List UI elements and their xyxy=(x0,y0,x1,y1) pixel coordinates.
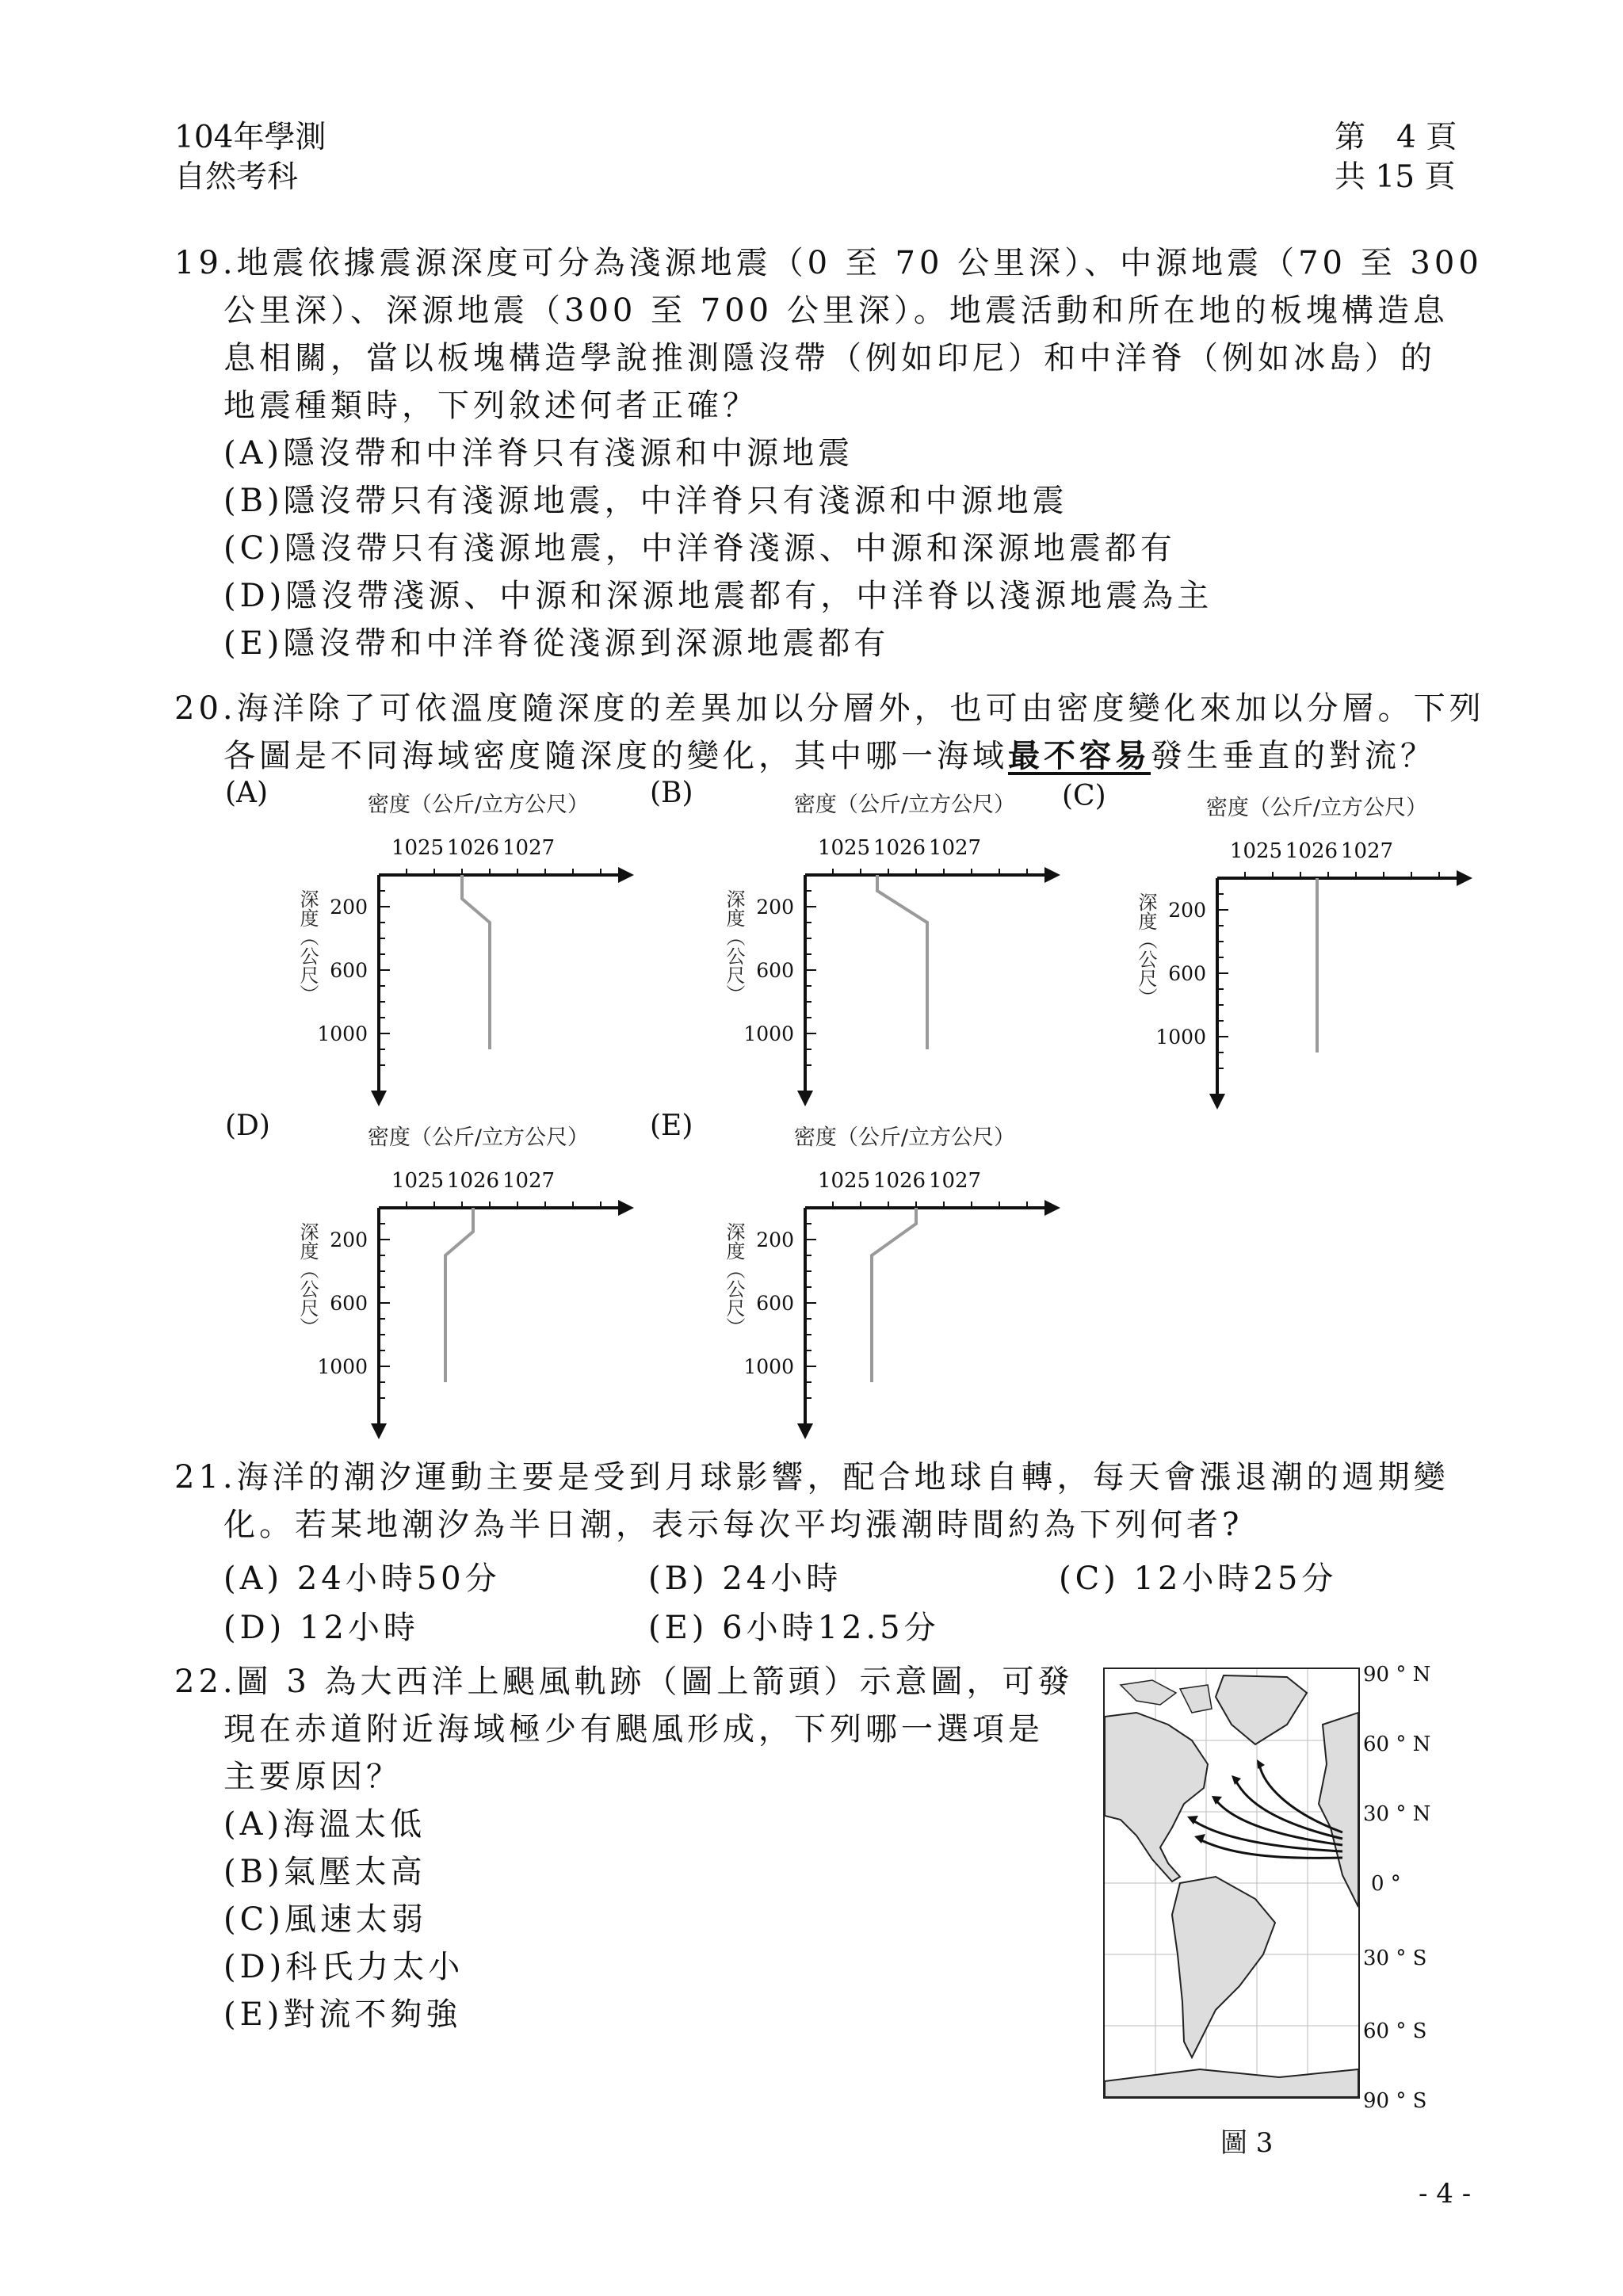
x-tick-label: 1027 xyxy=(502,1169,556,1193)
y-tick-label: 600 xyxy=(330,959,368,982)
x-tick-label: 1025 xyxy=(391,1169,445,1193)
total-pages: 共 15 頁 xyxy=(1335,159,1456,195)
hurricane-track-map xyxy=(1103,1668,1360,2099)
q19-line-1: 19.地震依據震源深度可分為淺源地震（0 至 70 公里深）、中源地震（70 至 300 xyxy=(174,245,1483,281)
q20-emphasis: 最不容易 xyxy=(1008,737,1151,774)
q22-option-b[interactable]: (B)氣壓太高 xyxy=(223,1854,426,1890)
y-tick-label: 200 xyxy=(756,896,794,919)
y-tick-label: 600 xyxy=(1168,962,1206,985)
y-tick-label: 1000 xyxy=(743,1355,794,1378)
y-tick-label: 600 xyxy=(756,1292,794,1315)
q19-option-b[interactable]: (B)隱沒帶只有淺源地震，中洋脊只有淺源和中源地震 xyxy=(223,483,1068,519)
x-axis-title: 密度（公斤/立方公尺） xyxy=(1205,796,1427,820)
y-tick-label: 600 xyxy=(330,1292,368,1315)
q21-option-c[interactable]: (C) 12小時25分 xyxy=(1059,1561,1338,1597)
density-profile-line xyxy=(872,1208,916,1382)
x-axis-arrow xyxy=(1044,867,1060,883)
lat-label-30s: 30 ° S xyxy=(1363,1946,1427,1970)
q21-option-b[interactable]: (B) 24小時 xyxy=(648,1561,842,1597)
x-axis-title: 密度（公斤/立方公尺） xyxy=(793,793,1015,817)
q19-option-e[interactable]: (E)隱沒帶和中洋脊從淺源到深源地震都有 xyxy=(223,625,890,662)
y-tick-label: 1000 xyxy=(743,1022,794,1045)
y-tick-label: 200 xyxy=(330,896,368,919)
q21-option-a[interactable]: (A) 24小時50分 xyxy=(223,1561,501,1597)
q21-line-2: 化。若某地潮汐為半日潮，表示每次平均漲潮時間約為下列何者? xyxy=(223,1507,1243,1543)
page-indicator: 第 4 頁 xyxy=(1335,120,1457,155)
x-axis-title: 密度（公斤/立方公尺） xyxy=(793,1125,1015,1150)
y-axis-arrow xyxy=(1209,1094,1225,1110)
q19-line-2: 公里深）、深源地震（300 至 700 公里深）。地震活動和所在地的板塊構造息 xyxy=(223,292,1449,329)
panel-label: (E) xyxy=(650,1110,693,1142)
x-axis-title: 密度（公斤/立方公尺） xyxy=(367,793,589,817)
q22-line-3: 主要原因？ xyxy=(223,1759,402,1795)
x-axis-arrow xyxy=(1457,870,1472,886)
y-axis-title: 深度（公尺） xyxy=(1135,892,1157,1007)
y-tick-label: 200 xyxy=(1168,899,1206,922)
q22-option-a[interactable]: (A)海溫太低 xyxy=(223,1806,426,1843)
x-tick-label: 1026 xyxy=(446,1169,500,1193)
x-axis-arrow xyxy=(1044,1200,1060,1216)
x-tick-label: 1026 xyxy=(1285,839,1338,863)
panel-label: (C) xyxy=(1062,780,1106,812)
x-tick-label: 1025 xyxy=(817,836,871,860)
page-number: - 4 - xyxy=(1419,2178,1472,2210)
x-tick-label: 1027 xyxy=(928,836,982,860)
q19-option-c[interactable]: (C)隱沒帶只有淺源地震，中洋脊淺源、中源和深源地震都有 xyxy=(223,530,1176,567)
q21-line-1: 21.海洋的潮汐運動主要是受到月球影響，配合地球自轉，每天會漲退潮的週期變 xyxy=(174,1459,1449,1496)
q22-option-e[interactable]: (E)對流不夠強 xyxy=(223,1996,462,2033)
y-tick-label: 200 xyxy=(756,1228,794,1251)
x-tick-label: 1026 xyxy=(873,836,926,860)
x-axis-arrow xyxy=(618,1200,634,1216)
y-axis-arrow xyxy=(371,1091,387,1106)
figure-caption: 圖 3 xyxy=(1220,2127,1274,2159)
y-tick-label: 200 xyxy=(330,1228,368,1251)
x-tick-label: 1025 xyxy=(1229,839,1283,863)
x-tick-label: 1025 xyxy=(817,1169,871,1193)
q19-line-4: 地震種類時，下列敘述何者正確？ xyxy=(223,388,758,424)
panel-label: (A) xyxy=(225,777,269,809)
y-axis-title: 深度（公尺） xyxy=(296,889,319,1003)
y-tick-label: 600 xyxy=(756,959,794,982)
x-tick-label: 1026 xyxy=(873,1169,926,1193)
lat-label-90s: 90 ° S xyxy=(1363,2089,1427,2113)
x-tick-label: 1025 xyxy=(391,836,445,860)
lat-label-30n: 30 ° N xyxy=(1363,1802,1431,1826)
y-tick-label: 1000 xyxy=(317,1355,368,1378)
lat-label-90n: 90 ° N xyxy=(1363,1663,1431,1687)
exam-title: 104年學測 xyxy=(174,120,327,155)
panel-label: (D) xyxy=(225,1110,270,1142)
x-tick-label: 1027 xyxy=(502,836,556,860)
q20-line-1: 20.海洋除了可依溫度隨深度的差異加以分層外，也可由密度變化來加以分層。下列 xyxy=(174,690,1485,727)
q22-option-d[interactable]: (D)科氏力太小 xyxy=(223,1949,464,1985)
y-axis-arrow xyxy=(371,1423,387,1439)
y-axis-title: 深度（公尺） xyxy=(723,1222,745,1336)
y-axis-arrow xyxy=(797,1423,813,1439)
subject-title: 自然考科 xyxy=(174,159,299,195)
q22-line-1: 22.圖 3 為大西洋上颶風軌跡（圖上箭頭）示意圖，可發 xyxy=(174,1664,1074,1700)
x-tick-label: 1027 xyxy=(1340,839,1394,863)
x-tick-label: 1027 xyxy=(928,1169,982,1193)
x-axis-arrow xyxy=(618,867,634,883)
lat-label-60n: 60 ° N xyxy=(1363,1733,1431,1756)
y-tick-label: 1000 xyxy=(1155,1026,1206,1049)
q19-line-3: 息相關，當以板塊構造學說推測隱沒帶（例如印尼）和中洋脊（例如冰島）的 xyxy=(223,340,1436,376)
q21-option-e[interactable]: (E) 6小時12.5分 xyxy=(648,1610,940,1646)
q22-line-2: 現在赤道附近海域極少有颶風形成，下列哪一選項是 xyxy=(223,1711,1044,1748)
density-profile-line xyxy=(445,1208,473,1382)
q22-option-c[interactable]: (C)風速太弱 xyxy=(223,1901,427,1938)
y-axis-title: 深度（公尺） xyxy=(296,1222,319,1336)
x-axis-title: 密度（公斤/立方公尺） xyxy=(367,1125,589,1150)
q20-line-2: 各圖是不同海域密度隨深度的變化，其中哪一海域最不容易發生垂直的對流？ xyxy=(223,737,1436,774)
lat-label-60s: 60 ° S xyxy=(1363,2019,1427,2043)
lat-label-0: 0 ° xyxy=(1371,1872,1401,1896)
density-profile-line xyxy=(877,875,927,1049)
x-tick-label: 1026 xyxy=(446,836,500,860)
y-axis-title: 深度（公尺） xyxy=(723,889,745,1003)
q19-option-a[interactable]: (A)隱沒帶和中洋脊只有淺源和中源地震 xyxy=(223,435,854,472)
panel-label: (B) xyxy=(650,777,693,809)
q19-option-d[interactable]: (D)隱沒帶淺源、中源和深源地震都有，中洋脊以淺源地震為主 xyxy=(223,578,1213,614)
y-tick-label: 1000 xyxy=(317,1022,368,1045)
q21-option-d[interactable]: (D) 12小時 xyxy=(223,1610,419,1646)
y-axis-arrow xyxy=(797,1091,813,1106)
density-profile-line xyxy=(462,875,490,1049)
